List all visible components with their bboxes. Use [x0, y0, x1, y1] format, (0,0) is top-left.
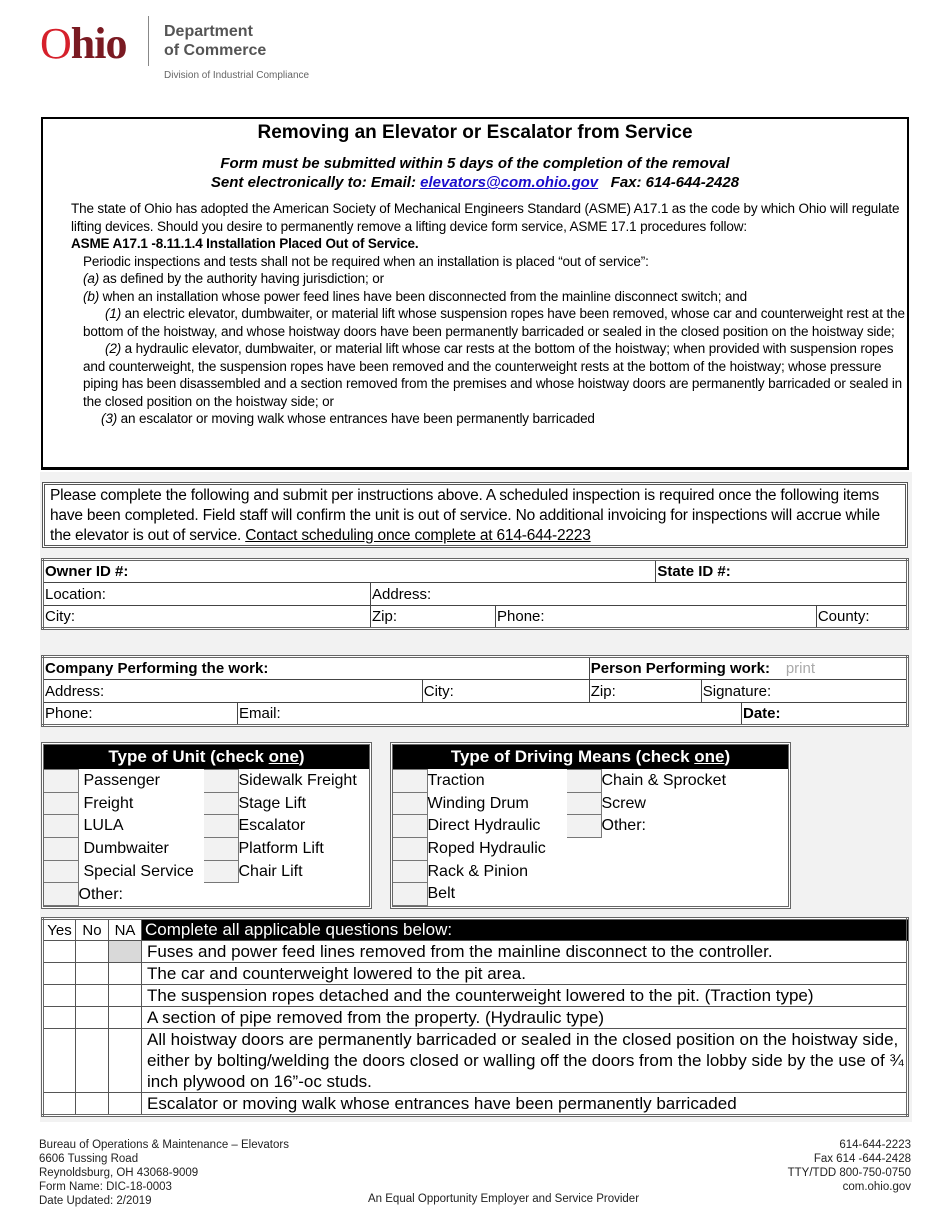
no-checkbox[interactable]: [76, 963, 109, 985]
driving-means-header: Type of Driving Means (check one): [393, 745, 788, 769]
ohio-commerce-logo: [40, 16, 340, 86]
company-field[interactable]: Company Performing the work:: [43, 657, 590, 680]
driving-means-options: Traction Chain & Sprocket Winding Drum Screw Direct Hydraulic Other: Roped Hydraulic Rack & Pinion Belt: [393, 769, 726, 906]
asme-procedures: [43, 200, 907, 428]
state-id-field[interactable]: State ID #:: [656, 560, 908, 583]
yes-checkbox[interactable]: [43, 985, 76, 1007]
company-phone-field[interactable]: Phone:: [43, 703, 238, 726]
footer-address: Bureau of Operations & Maintenance – Elevators 6606 Tussing Road Reynoldsburg, OH 43068-9009 Form Name: DIC-18-0003 Date Updated: 2/2019: [39, 1139, 289, 1207]
completion-checklist: [41, 917, 909, 1117]
na-checkbox[interactable]: [109, 985, 142, 1007]
checkbox-sidewalk-freight[interactable]: [204, 770, 238, 793]
question-text: A section of pipe removed from the property. (Hydraulic type): [142, 1007, 908, 1029]
checkbox-chair-lift[interactable]: [204, 860, 238, 883]
checklist-row: [43, 985, 908, 1007]
clause-b2: (2) a hydraulic elevator, dumbwaiter, or material lift whose car rests at the bottom of the hoistway; when provided with suspension ropes and counterweight, the suspension ropes have been removed and the counterweight rests at the bottom of the hoistway; whose pressure piping has been disassembled and a section removed from the premises and whose hoistway doors are permanently barricaded or sealed in the closed position on the hoistway side; or: [83, 341, 903, 409]
driving-other-field[interactable]: Other:: [601, 817, 646, 835]
company-info-table: [41, 655, 909, 727]
clause-b: (b) when an installation whose power feed lines have been disconnected from the mainline disconnect switch; and: [83, 288, 748, 304]
yes-checkbox[interactable]: [43, 1007, 76, 1029]
date-field[interactable]: Date:: [742, 703, 908, 726]
driving-means-section: [390, 742, 791, 909]
intro-paragraph: The state of Ohio has adopted the American Society of Mechanical Engineers Standard (ASME) A17.1 as the code by which Ohio will regulate lifting devices. Should you desire to permanently remove a lifting device form service, ASME 17.1 procedures follow:: [71, 201, 900, 234]
no-checkbox[interactable]: [76, 985, 109, 1007]
checkbox-unit-other[interactable]: [44, 883, 78, 906]
no-checkbox[interactable]: [76, 1007, 109, 1029]
checkbox-screw[interactable]: [567, 792, 601, 815]
checkbox-belt[interactable]: [393, 883, 427, 906]
owner-city-field[interactable]: City:: [43, 606, 371, 629]
company-zip-field[interactable]: Zip:: [589, 680, 701, 703]
na-checkbox[interactable]: [109, 941, 142, 963]
owner-zip-field[interactable]: Zip:: [371, 606, 496, 629]
question-text: The car and counterweight lowered to the pit area.: [142, 963, 908, 985]
checkbox-escalator[interactable]: [204, 815, 238, 838]
form-title: Removing an Elevator or Escalator from Service: [257, 122, 693, 143]
yes-checkbox[interactable]: [43, 1093, 76, 1116]
unit-type-header: Type of Unit (check one): [44, 745, 369, 769]
na-checkbox[interactable]: [109, 963, 142, 985]
completion-notice: Please complete the following and submit per instructions above. A scheduled inspection is required once the following items have been completed. Field staff will confirm the unit is out of service. No additional invoicing for inspections will accrue while the elevator is out of service. Contact scheduling once complete at 614-644-2223: [42, 482, 908, 548]
asme-heading: ASME A17.1 -8.11.1.4 Installation Placed Out of Service.: [71, 236, 419, 251]
unit-type-section: [41, 742, 372, 909]
email-link[interactable]: elevators@com.ohio.gov: [420, 174, 599, 191]
checkbox-freight[interactable]: [44, 792, 78, 815]
yes-checkbox[interactable]: [43, 963, 76, 985]
col-na: NA: [109, 919, 142, 941]
owner-phone-field[interactable]: Phone:: [496, 606, 817, 629]
checkbox-dumbwaiter[interactable]: [44, 838, 78, 861]
checkbox-roped-hydraulic[interactable]: [393, 838, 427, 861]
checkbox-chain-sprocket[interactable]: [567, 770, 601, 793]
signature-field[interactable]: Signature:: [701, 680, 907, 703]
question-text: All hoistway doors are permanently barricaded or sealed in the closed position on the hoistway side, either by bolting/welding the doors closed or walling off the doors from the lobby side by the use of ¾ inch plywood on 16”-oc studs.: [142, 1029, 908, 1093]
checkbox-lula[interactable]: [44, 815, 78, 838]
location-field[interactable]: Location:: [43, 583, 371, 606]
checklist-row: [43, 963, 908, 985]
footer-eeo: An Equal Opportunity Employer and Service Provider: [368, 1193, 640, 1205]
owner-info-table: [41, 558, 909, 630]
checklist-row: [43, 941, 908, 963]
unit-other-field[interactable]: Other:: [78, 885, 123, 903]
company-email-field[interactable]: Email:: [238, 703, 742, 726]
clause-b1: (1) an electric elevator, dumbwaiter, or material lift whose suspension ropes have been removed, whose car and counterweight rest at the bottom of the hoistway, and whose hoistway doors have been permanently barricaded or sealed in the closed position on the hoistway side;: [83, 306, 905, 339]
question-text: The suspension ropes detached and the counterweight lowered to the pit. (Traction type): [142, 985, 908, 1007]
scheduling-contact: Contact scheduling once complete at 614-644-2223: [245, 527, 591, 544]
col-yes: Yes: [43, 919, 76, 941]
checkbox-winding-drum[interactable]: [393, 792, 427, 815]
clause-a: (a) as defined by the authority having jurisdiction; or: [83, 271, 384, 286]
col-no: No: [76, 919, 109, 941]
logo-divider: [148, 16, 149, 66]
company-address-field[interactable]: Address:: [43, 680, 423, 703]
periodic-text: Periodic inspections and tests shall not be required when an installation is placed “out of service”:: [83, 253, 649, 269]
na-checkbox[interactable]: [109, 1029, 142, 1093]
checklist-header: Complete all applicable questions below:: [142, 919, 908, 941]
yes-checkbox[interactable]: [43, 941, 76, 963]
checklist-row: [43, 1007, 908, 1029]
logo-ohio-wordmark: Ohio: [40, 19, 127, 68]
county-field[interactable]: County:: [816, 606, 907, 629]
no-checkbox[interactable]: [76, 1029, 109, 1093]
checkbox-driving-other[interactable]: [567, 815, 601, 838]
company-city-field[interactable]: City:: [422, 680, 589, 703]
na-checkbox[interactable]: [109, 1007, 142, 1029]
submission-deadline: Form must be submitted within 5 days of the completion of the removal: [220, 155, 730, 172]
no-checkbox[interactable]: [76, 1093, 109, 1116]
question-text: Escalator or moving walk whose entrances have been permanently barricaded: [142, 1093, 908, 1116]
owner-id-field[interactable]: Owner ID #:: [43, 560, 656, 583]
checkbox-traction[interactable]: [393, 770, 427, 793]
logo-department: Department of Commerce: [164, 23, 267, 59]
no-checkbox[interactable]: [76, 941, 109, 963]
unit-type-options: Passenger Sidewalk Freight Freight Stage Lift LULA Escalator Dumbwaiter Platform Lift Special Service Chair Lift Other:: [44, 769, 357, 906]
submission-contact: Sent electronically to: Email: elevators@com.ohio.gov Fax: 614-644-2428: [210, 174, 740, 191]
checklist-row: [43, 1093, 908, 1116]
instructions-box: [41, 117, 909, 470]
question-text: Fuses and power feed lines removed from the mainline disconnect to the controller.: [142, 941, 908, 963]
person-field[interactable]: Person Performing work: print: [589, 657, 907, 680]
checkbox-stage-lift[interactable]: [204, 792, 238, 815]
footer-contact: 614-644-2223 Fax 614 -644-2428 TTY/TDD 800-750-0750 com.ohio.gov: [787, 1139, 911, 1193]
na-checkbox[interactable]: [109, 1093, 142, 1116]
checkbox-rack-pinion[interactable]: [393, 860, 427, 883]
checklist-row: [43, 1029, 908, 1093]
print-hint: print: [785, 660, 815, 677]
checkbox-special-service[interactable]: [44, 860, 78, 883]
owner-address-field[interactable]: Address:: [371, 583, 908, 606]
checkbox-passenger[interactable]: [44, 770, 78, 793]
yes-checkbox[interactable]: [43, 1029, 76, 1093]
checkbox-direct-hydraulic[interactable]: [393, 815, 427, 838]
checkbox-platform-lift[interactable]: [204, 838, 238, 861]
logo-division: Division of Industrial Compliance: [164, 70, 310, 81]
clause-b3: (3) an escalator or moving walk whose entrances have been permanently barricaded: [101, 411, 595, 426]
